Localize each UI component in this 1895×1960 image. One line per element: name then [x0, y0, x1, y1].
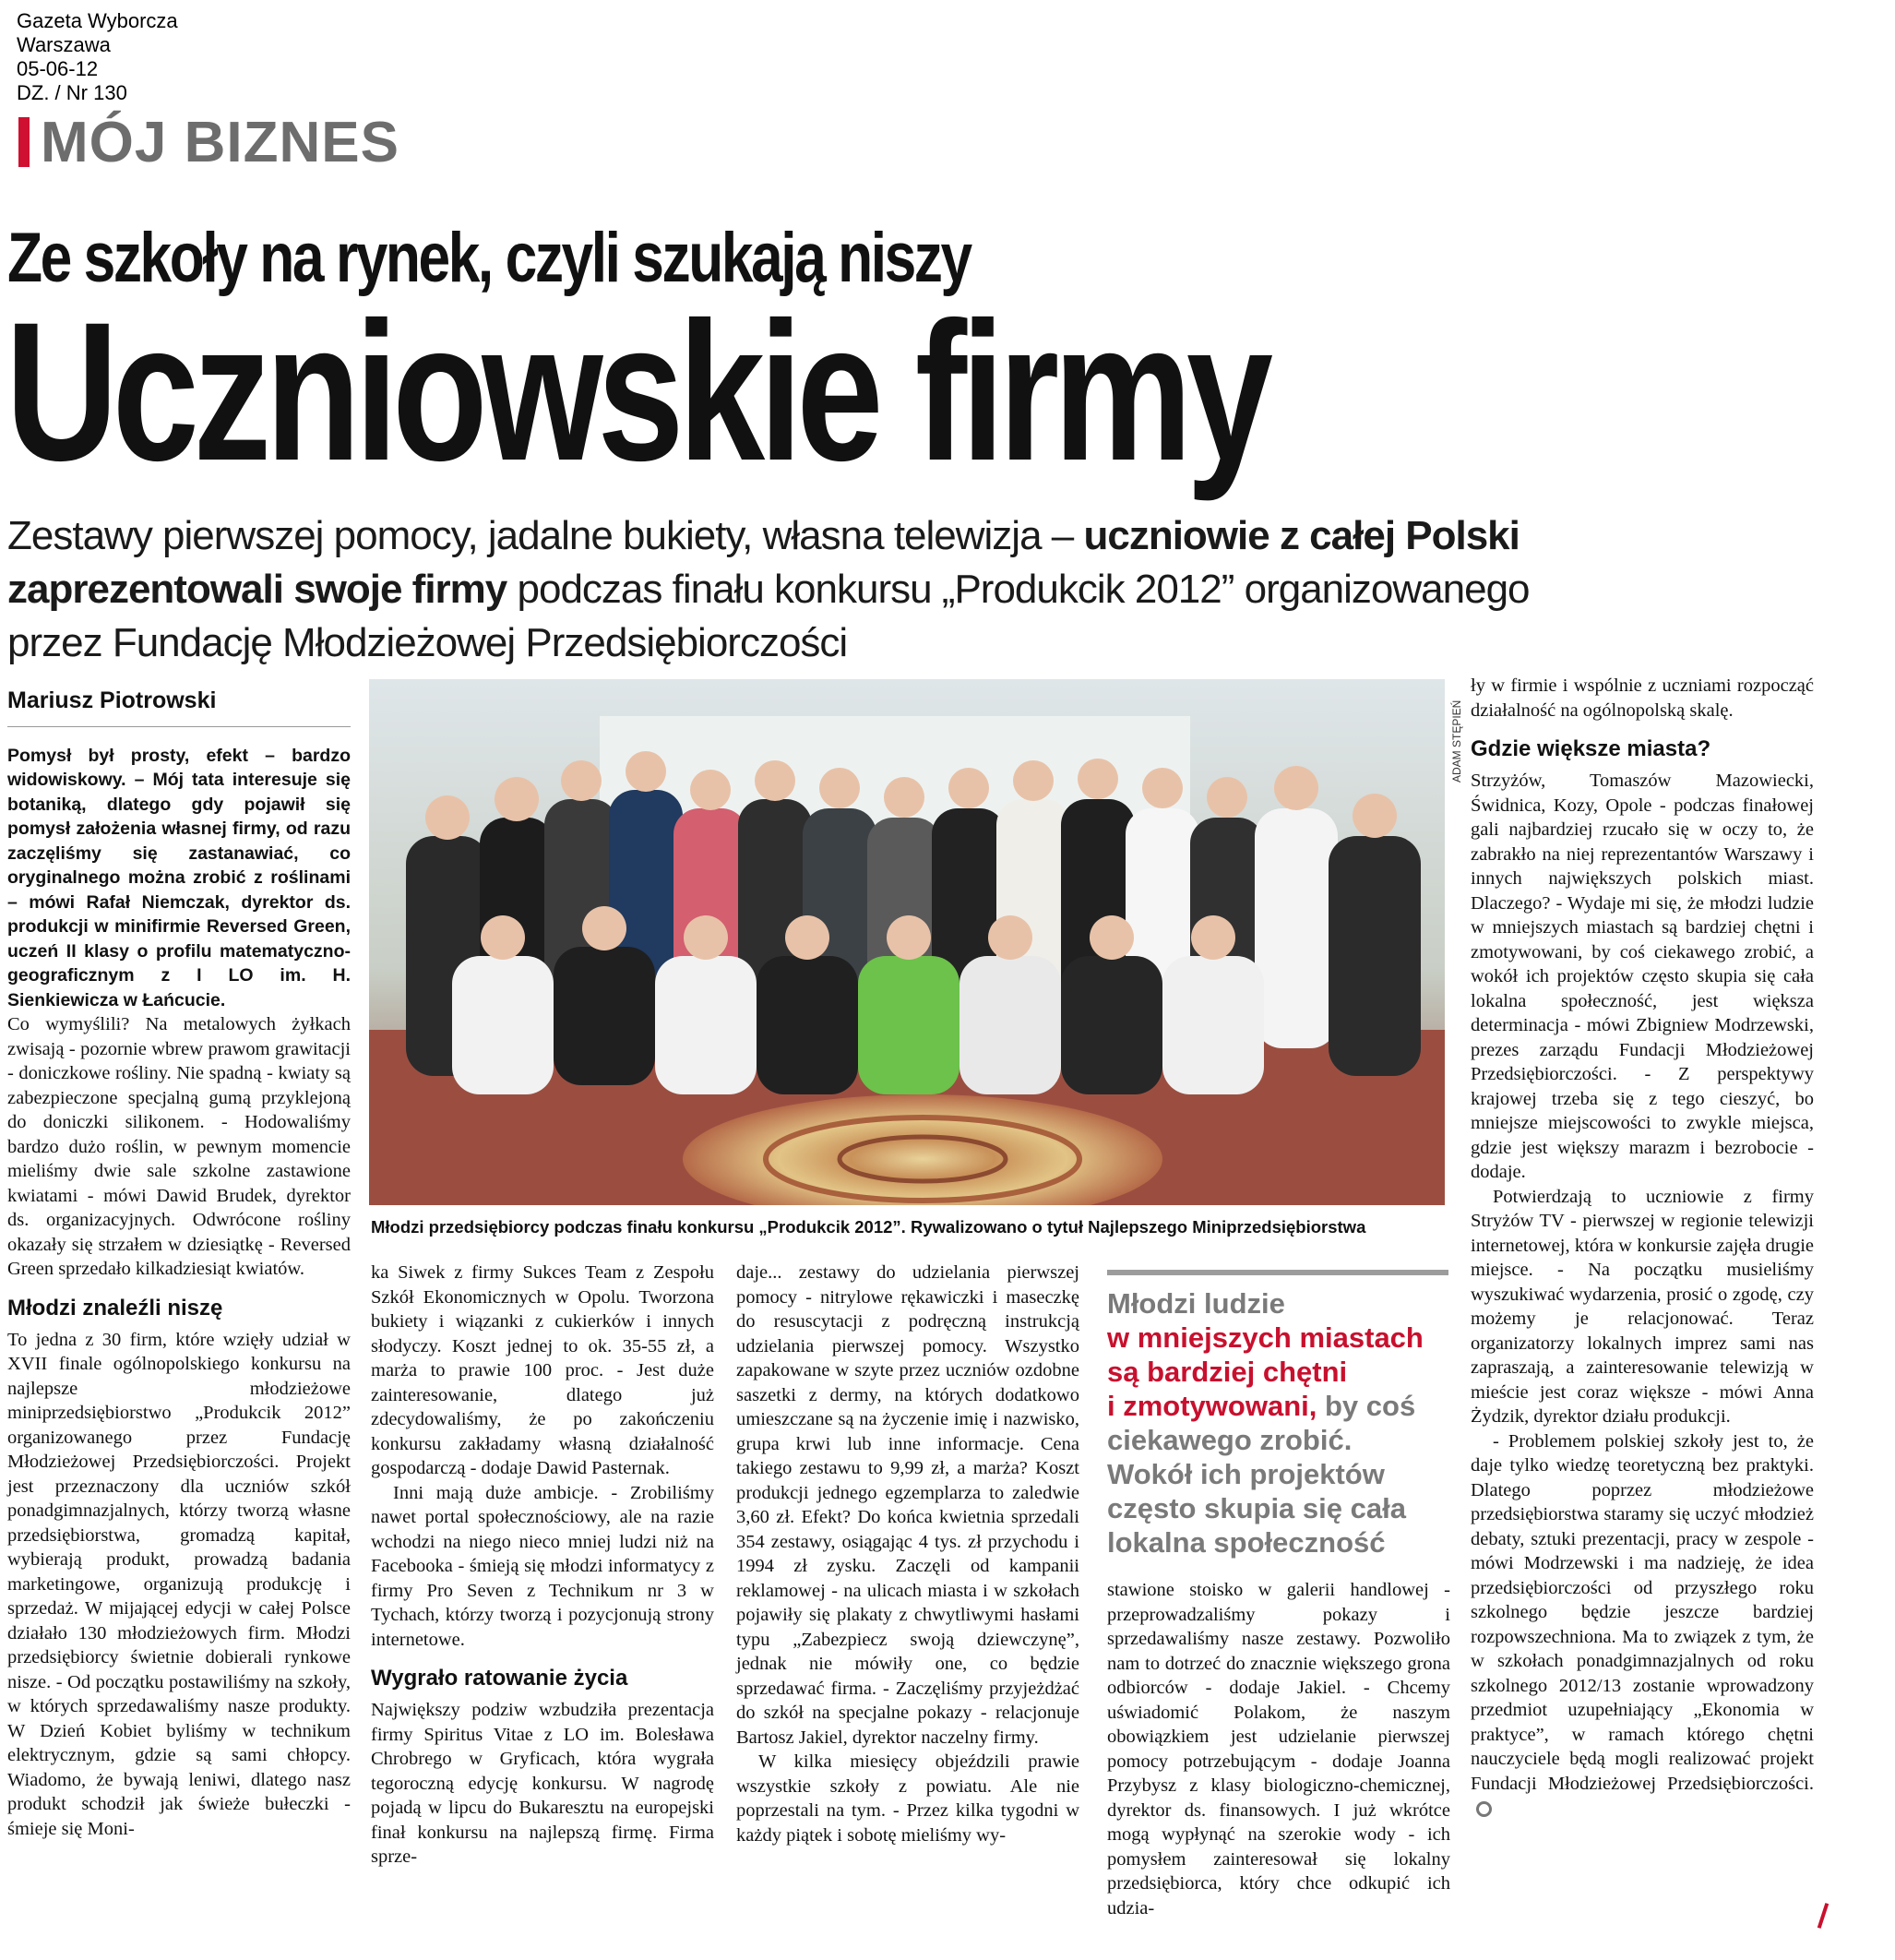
pull-quote-line: Młodzi ludzie: [1107, 1287, 1285, 1320]
pull-quote-line: by coś: [1317, 1390, 1416, 1422]
subhead: Wygrało ratowanie życia: [371, 1666, 628, 1691]
paragraph: To jedna z 30 firm, które wzięły udział w XVII finale ogólnopolskiego konkursu na najlepsze młodzieżowe miniprzedsiębiorstwo „Produkcik 2012” organizowanego przez Fundację Młodzieżowej Przedsiębiorczości. Projekt jest przeznaczony dla uczniów szkół ponadgimnazjalnych, którzy tworzą własne przedsiębiorstwa, gromadzą kapitał, wybierają produkt, prowadzą badania marketingowe, organizują produkcję i sprzedaż. W mijającej edycji w całej Polsce działało 130 młodzieżowych firm. Młodzi przedsiębiorcy świetnie dobierali rynkowe nisze. - Od początku postawiliśmy na szkoły, w których sprzedawaliśmy nasze produkty. W Dzień Kobiet byliśmy w technikum elektrycznym, gdzie są sami chłopcy. Wiadomo, że bywają leniwi, dlatego nasz produkt schodził jak świeże bułeczki - śmieje się Moni-: [7, 1329, 351, 1839]
pull-quote-line: w mniejszych miastach: [1107, 1321, 1424, 1354]
lead-bold: uczniowie z całej Polski zaprezentowali swoje firmy: [7, 513, 1520, 612]
photo-caption: Młodzi przedsiębiorcy podczas finału konkursu „Produkcik 2012”. Rywalizowano o tytuł Najlepszego Miniprzedsiębiorstwa: [371, 1217, 1366, 1237]
paragraph: Co wymyślili? Na metalowych żyłkach zwisają - pozornie wbrew prawom grawitacji - doniczkowe rośliny. Nie spadną - kwiaty są zabezpieczone specjalną gumą przyklejoną do doniczki silikonem. - Hodowaliśmy bardzo dużo roślin, w pewnym momencie mieliśmy dwie sale szkolne zastawione kwiatami - mówi Dawid Brudek, dyrektor ds. organizacyjnych. Odwrócone rośliny okazały się strzałem w dziesiątkę - Reversed Green sprzedało kilkadziesiąt kwiatów.: [7, 1014, 351, 1279]
red-tick: [1818, 1903, 1829, 1929]
pull-quote-line: i zmotywowani,: [1107, 1390, 1317, 1422]
column-1: [7, 688, 351, 1841]
column-2: [371, 1261, 714, 1870]
lead-part2: podczas finału konkursu „Produkcik 2012” organizowanego przez Fundację Młodzieżowej Przedsiębiorczości: [7, 567, 1530, 665]
issue-number: DZ. / Nr 130: [17, 81, 127, 104]
section-bar: [18, 117, 30, 167]
byline: Mariusz Piotrowski: [7, 688, 351, 727]
pull-quote-line: lokalna społeczność: [1107, 1526, 1386, 1559]
group-photo: [369, 679, 1445, 1205]
date: 05-06-12: [17, 57, 99, 80]
paragraph: W kilka miesięcy objeździli prawie wszystkie szkoły z powiatu. Ale nie poprzestali na tym. - Przez kilka tygodni w każdy piątek i sobotę mieliśmy wy-: [736, 1751, 1079, 1846]
section-label: [18, 110, 399, 174]
intro: Pomysł był prosty, efekt – bardzo widowiskowy. – Mój tata interesuje się botaniką, dlatego gdy pojawił się pomysł założenia własnej firmy, od razu zaczęliśmy się zastanawiać, co oryginalnego można zrobić z roślinami – mówi Rafał Niemczak, dyrektor ds. produkcji w minifirmie Reversed Green, uczeń II klasy o profilu matematyczno-geograficznym z I LO im. H. Sienkiewicza w Łańcucie.: [7, 745, 351, 1010]
pull-quote-line: Wokół ich projektów: [1107, 1458, 1385, 1490]
paragraph: Potwierdzają to uczniowie z firmy Stryżów TV - pierwszej w regionie telewizji internetowej, która w konkursie zajęła drugie miejsce. - Na początku musieliśmy wyszukiwać wydarzenia, prosić o zgodę, czy możemy je relacjonować. Teraz organizatorzy lokalnych imprez sami nas zapraszają, a zainteresowanie telewizją w mieście jest coraz większe - mówi Anna Żydzik, dyrektor działu produkcji.: [1471, 1186, 1814, 1427]
paragraph: ły w firmie i wspólnie z uczniami rozpocząć działalność na ogólnopolską skalę.: [1471, 675, 1814, 721]
newspaper-name: Gazeta Wyborcza: [17, 9, 178, 32]
end-mark-icon: [1476, 1801, 1492, 1817]
paragraph: ka Siwek z firmy Sukces Team z Zespołu Szkół Ekonomicznych w Opolu. Tworzona bukiety i wiązanki z cukierków i innych słodyczy. Koszt jednej to ok. 35-55 zł, a marża to prawie 100 proc. - Jest duże zainteresowanie, dlatego już zdecydowaliśmy, że po zakończeniu konkursu zakładamy własną działalność gospodarczą - dodaje Dawid Pasternak.: [371, 1262, 714, 1478]
group-photo-image: [369, 679, 1445, 1205]
pull-quote: [1107, 1270, 1448, 1560]
pull-quote-line: są bardziej chętni: [1107, 1356, 1348, 1388]
column-3: [736, 1261, 1079, 1847]
paragraph: Inni mają duże ambicje. - Zrobiliśmy nawet portal społecznościowy, ale na razie wchodzi na niego nieco mniej ludzi niż na Facebooka - śmieją się młodzi informatycy z firmy Pro Seven z Technikum nr 3 w Tychach, którzy tworzą i pozycjonują strony internetowe.: [371, 1482, 714, 1650]
lead: [7, 509, 1613, 670]
kicker: Ze szkoły na rynek, czyli szukają niszy: [7, 219, 971, 297]
paragraph: daje... zestawy do udzielania pierwszej pomocy - nitrylowe rękawiczki i maseczkę do resuscytacji z podręczną instrukcją udzielania pierwszej pomocy. Wszystko zapakowane w szyte przez uczniów ozdobne saszetki z dermy, na których dodatkowo umieszczane są na życzenie imię i nazwisko, grupa krwi lub inne informacje. Cena takiego zestawu to 9,99 zł, a marża? Koszt produkcji jednego egzemplarza to zaledwie 3,60 zł. Efekt? Do końca kwietnia sprzedali 354 zestawy, osiągając 4 tys. zł przychodu i 1994 zł zysku. Zaczęli od kampanii reklamowej - na ulicach miasta i w szkołach pojawiły się plakaty z chwytliwymi hasłami typu „Zabezpiecz swoją dziewczynę”, jednak nie mówiły one, co będzie sprzedawać firma. - Zaczęliśmy przyjeżdżać do szkół na specjalne pokazy - relacjonuje Bartosz Jakiel, dyrektor naczelny firmy.: [736, 1262, 1079, 1748]
photo-credit: [1448, 683, 1469, 784]
column-4: [1107, 1578, 1450, 1920]
paragraph: Największy podziw wzbudziła prezentacja firmy Spiritus Vitae z LO im. Bolesława Chrobrego w Gryficach, która wygrała tegoroczną edycję konkursu. W nagrodę pojadą w lipcu do Bukaresztu na europejski finał konkursu na najlepszą firmę. Firma sprze-: [371, 1700, 714, 1867]
lead-part1: Zestawy pierwszej pomocy, jadalne bukiety, własna telewizja –: [7, 513, 1084, 558]
source-meta: [17, 9, 178, 105]
pull-quote-line: ciekawego zrobić.: [1107, 1424, 1353, 1456]
photo-credit-text: ADAM STĘPIEŃ: [1450, 699, 1463, 783]
headline: Uczniowskie firmy: [6, 281, 1268, 502]
column-5: [1471, 674, 1814, 1821]
section-title: MÓJ BIZNES: [41, 110, 399, 174]
pull-quote-line: często skupia się cała: [1107, 1492, 1406, 1524]
city: Warszawa: [17, 33, 111, 56]
paragraph: stawione stoisko w galerii handlowej - przeprowadzaliśmy pokazy i sprzedawaliśmy nasze zestawy. Pozwoliło nam to dotrzeć do znacznie większego grona odbiorców - dodaje Jakiel. - Chcemy uświadomić Polakom, że naszym obowiązkiem jest udzielanie pierwszej pomocy potrzebującym - dodaje Joanna Przybysz z klasy biologiczno-chemicznej, dyrektor ds. finansowych. I już wkrótce mogą wypłynąć na szerokie wody - ich pomysłem zainteresował się lokalny przedsiębiorca, który chce odkupić ich udzia-: [1107, 1580, 1450, 1918]
paragraph: [1471, 1429, 1814, 1821]
paragraph-text: - Problemem polskiej szkoły jest to, że daje tylko wiedzę teoretyczną bez praktyki. Dlatego poprzez młodzieżowe przedsiębiorstwa staramy się uczyć młodzież debaty, sztuki prezentacji, pracy w zespole - mówi Modrzewski i ma nadzieję, że idea przedsiębiorczości od przyszłego roku szkolnego będzie jeszcze bardziej rozpowszechniona. Ma to związek z tym, że w szkołach ponadgimnazjalnych od roku szkolnego 2012/13 zostanie wprowadzony przedmiot uzupełniający „Ekonomia w praktyce”, w ramach którego chętni nauczyciele będą mogli realizować projekt Fundacji Młodzieżowej Przedsiębiorczości.: [1471, 1430, 1814, 1794]
subhead: Młodzi znaleźli niszę: [7, 1295, 223, 1321]
subhead: Gdzie większe miasta?: [1471, 736, 1711, 761]
paragraph: Strzyżów, Tomaszów Mazowiecki, Świdnica, Kozy, Opole - podczas finałowej gali najbardziej rzucało się w oczy to, że zabrakło na niej reprezentantów Warszawy i innych największych polskich miast. Dlaczego? - Wydaje mi się, że młodzi ludzie w mniejszych miastach są bardziej chętni i zmotywowani, by coś ciekawego zrobić, a wokół ich projektów często skupia się cała lokalna społeczność, jest większa determinacja - mówi Zbigniew Modrzewski, prezes zarządu Fundacji Młodzieżowej Przedsiębiorczości. - Z perspektywy krajowej trzeba się z tego cieszyć, bo mniejsze miejscowości to zwykle miejsca, gdzie jest większy marazm i bezrobocie - dodaje.: [1471, 771, 1814, 1182]
